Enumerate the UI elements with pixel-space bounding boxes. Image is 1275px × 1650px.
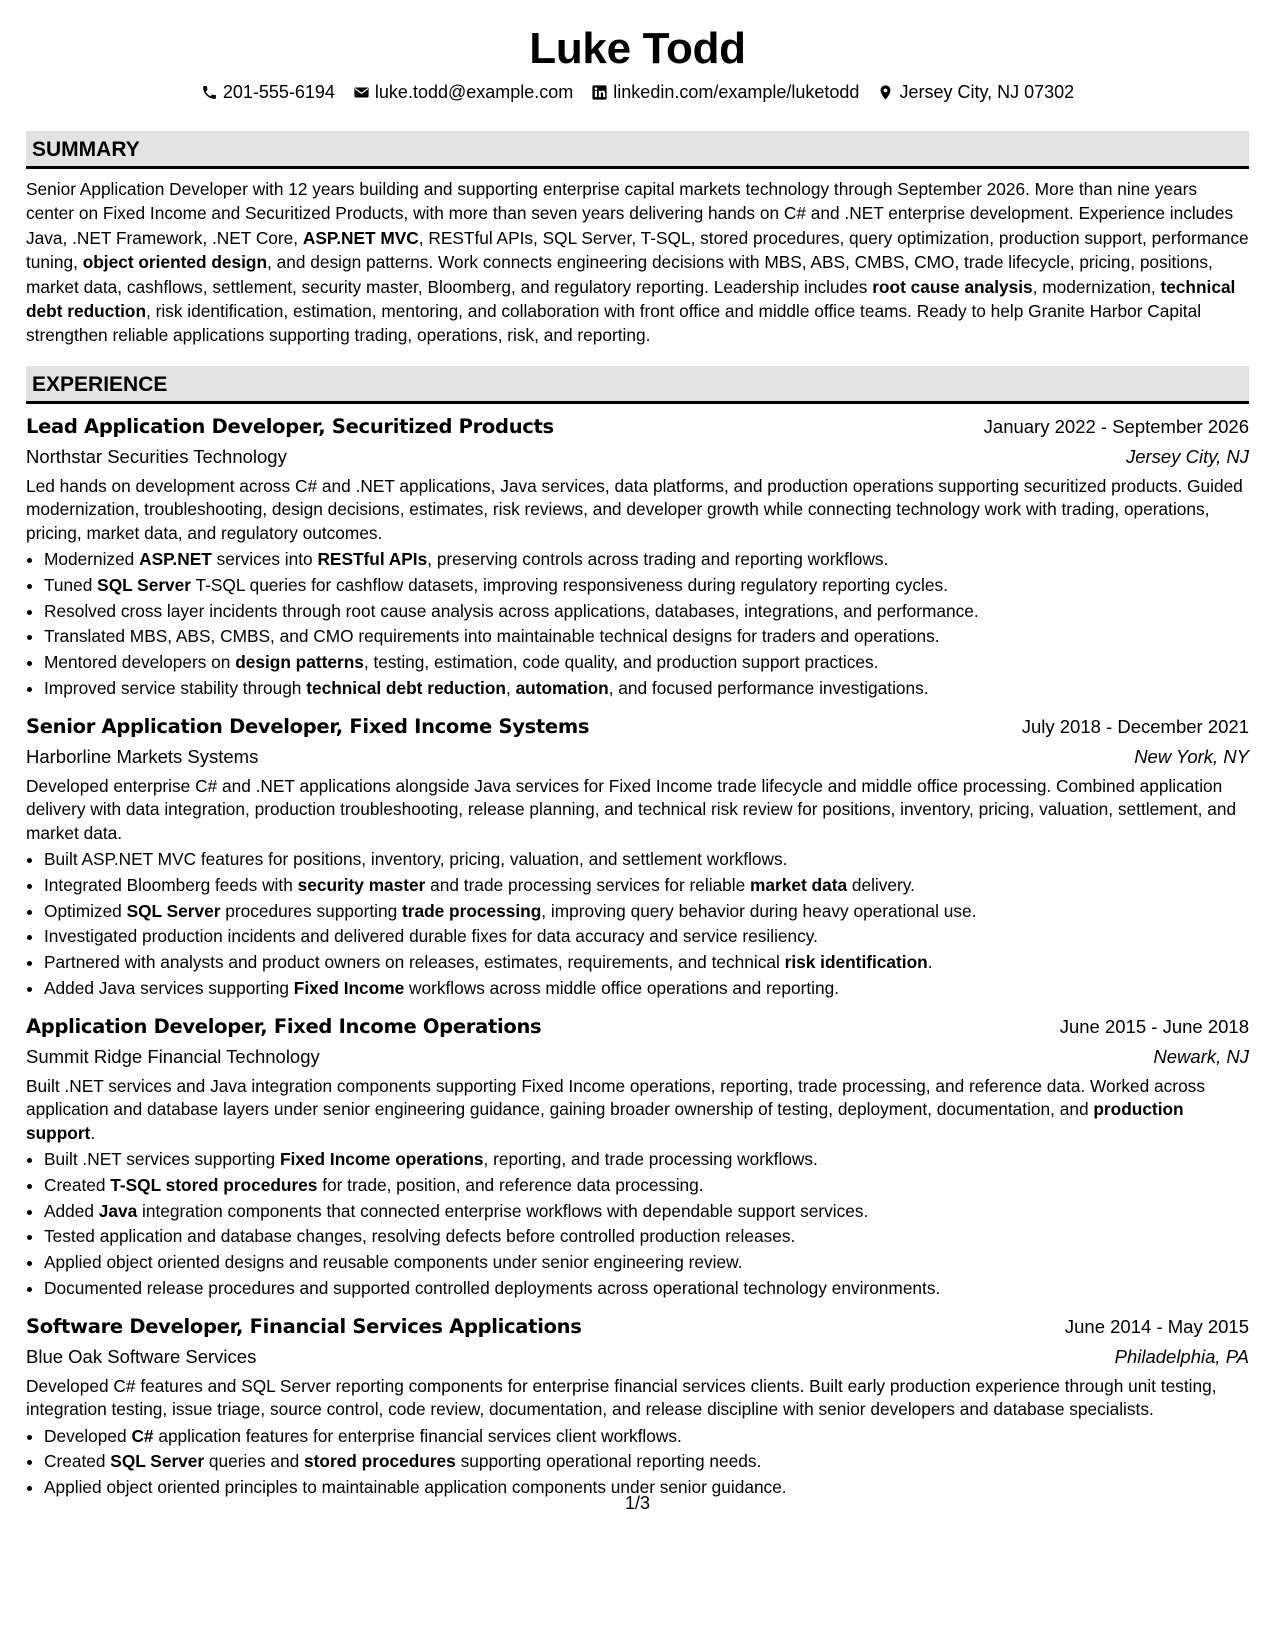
phone-text: 201-555-6194 xyxy=(222,82,335,102)
bullet-item xyxy=(44,573,1249,599)
text-run: services into xyxy=(211,549,318,570)
text-run: Senior Application Developer with 12 years building and supporting enterprise capital markets technology through September 2026. More than nine years center on Fixed Income and Securitized Products, with more than seven years delivering hands on C# and .NET enterprise development. Experience includes Java, .NET Framework, .NET Core, xyxy=(26,179,1234,248)
bullet-item xyxy=(44,1250,1249,1276)
bullet-item xyxy=(44,1276,1249,1302)
bold-text: SQL Server xyxy=(126,900,221,921)
bullet-item xyxy=(44,847,1249,873)
bold-text: root cause analysis xyxy=(872,276,1033,297)
bold-text: design patterns xyxy=(235,652,364,673)
job-company: Harborline Markets Systems xyxy=(26,745,259,767)
text-run: Modernized xyxy=(44,549,140,570)
job-title: Lead Application Developer, Securitized Products xyxy=(26,414,554,438)
job-entry xyxy=(26,412,1249,702)
job-location: New York, NY xyxy=(1134,745,1249,767)
job-location: Jersey City, NJ xyxy=(1125,445,1249,467)
text-run: Optimized xyxy=(44,900,127,921)
experience-list xyxy=(26,412,1249,1501)
text-run: Investigated production incidents and delivered durable fixes for data accuracy and service resiliency. xyxy=(44,926,818,947)
text-run: Integrated Bloomberg feeds with xyxy=(44,874,298,895)
text-run: T-SQL queries for cashflow datasets, improving responsiveness during regulatory reporting cycles. xyxy=(191,574,948,595)
job-company-row xyxy=(26,742,1249,772)
bold-text: object oriented design xyxy=(82,252,268,273)
job-company: Summit Ridge Financial Technology xyxy=(26,1045,320,1067)
bullet-item xyxy=(44,873,1249,899)
job-title-row xyxy=(26,1312,1249,1342)
job-company: Northstar Securities Technology xyxy=(26,445,287,467)
bold-text: production support xyxy=(26,1099,1184,1143)
job-description xyxy=(26,475,1249,545)
bold-text: automation xyxy=(515,678,609,699)
experience-heading: EXPERIENCE xyxy=(26,366,1249,404)
job-title-row xyxy=(26,412,1249,442)
bullet-item xyxy=(44,1224,1249,1250)
bullet-item xyxy=(44,976,1249,1002)
contact-linkedin[interactable] xyxy=(591,81,859,103)
bold-text: T-SQL stored procedures xyxy=(110,1174,318,1195)
text-run: Added xyxy=(44,1200,99,1221)
job-company: Blue Oak Software Services xyxy=(26,1345,257,1367)
job-bullets xyxy=(26,1147,1249,1302)
bold-text: SQL Server xyxy=(97,574,191,595)
job-bullets xyxy=(26,547,1249,702)
bullet-item xyxy=(44,899,1249,925)
text-run: , modernization, xyxy=(1032,276,1161,297)
text-run: Built ASP.NET MVC features for positions, inventory, pricing, valuation, and settlement workflows. xyxy=(44,849,788,870)
text-run: , risk identification, estimation, mentoring, and collaboration with front office and middle office teams. Ready to help Granite Harbor Capital strengthen reliable applications supporting trading, operations, risk, and reporting. xyxy=(26,301,1202,346)
text-run: Documented release procedures and supported controlled deployments across operational technology environments. xyxy=(44,1278,941,1299)
text-run: delivery. xyxy=(847,874,915,895)
bullet-item xyxy=(44,1449,1249,1475)
bullet-item xyxy=(44,1173,1249,1199)
text-run: Developed C# features and SQL Server reporting components for enterprise financial services clients. Built early production experience through unit testing, integration testing, issue triage, source control, code review, documentation, and release discipline with senior developers and database specialists. xyxy=(26,1375,1217,1420)
text-run: supporting operational reporting needs. xyxy=(455,1451,762,1472)
bold-text: technical debt reduction xyxy=(306,678,506,699)
bullet-item xyxy=(44,624,1249,650)
text-run: Created xyxy=(44,1174,111,1195)
text-run: Translated MBS, ABS, CMBS, and CMO requirements into maintainable technical designs for traders and operations. xyxy=(44,626,940,647)
text-run: , RESTful APIs, SQL Server, T-SQL, stored procedures, query optimization, production support, performance tuning, xyxy=(26,227,1249,273)
text-run: Built .NET services supporting xyxy=(44,1149,280,1170)
bullet-item xyxy=(44,650,1249,676)
text-run: Tuned xyxy=(44,574,98,595)
bold-text: RESTful APIs xyxy=(317,549,428,570)
job-entry xyxy=(26,1012,1249,1302)
location-text: Jersey City, NJ 07302 xyxy=(899,82,1075,102)
bold-text: C# xyxy=(131,1425,154,1446)
bullet-item xyxy=(44,676,1249,702)
bold-text: technical debt reduction xyxy=(26,276,1236,322)
text-run: Mentored developers on xyxy=(44,652,236,673)
text-run: integration components that connected enterprise workflows with dependable support services. xyxy=(137,1200,869,1221)
job-bullets xyxy=(26,847,1249,1002)
text-run: , and design patterns. Work connects engineering decisions with MBS, ABS, CMBS, CMO, trade lifecycle, pricing, positions, market data, cashflows, settlement, security master, Bloomberg, and regulatory reporting. Leadership includes xyxy=(26,252,1213,297)
bold-text: ASP.NET MVC xyxy=(302,227,419,248)
job-company-row xyxy=(26,1042,1249,1072)
text-run: Partnered with analysts and product owners on releases, estimates, requirements, and technical xyxy=(44,952,785,973)
text-run: , reporting, and trade processing workflows. xyxy=(483,1149,818,1170)
text-run: , improving query behavior during heavy operational use. xyxy=(541,900,977,921)
job-description xyxy=(26,775,1249,845)
text-run: Developed enterprise C# and .NET applications alongside Java services for Fixed Income trade lifecycle and middle office processing. Combined application delivery with data integration, production troubleshooting, release planning, and technical risk review for positions, inventory, pricing, valuation, settlement, and market data. xyxy=(26,775,1237,843)
bold-text: risk identification xyxy=(784,952,928,973)
text-run: , xyxy=(505,678,516,699)
summary-text xyxy=(26,177,1249,348)
job-title-row xyxy=(26,1012,1249,1042)
bold-text: security master xyxy=(297,874,426,895)
job-title: Senior Application Developer, Fixed Income Systems xyxy=(26,714,590,738)
bullet-item xyxy=(44,547,1249,573)
text-run: Applied object oriented principles to maintainable application components under senior guidance. xyxy=(44,1477,787,1498)
bold-text: Java xyxy=(98,1200,138,1221)
bold-text: ASP.NET xyxy=(139,549,212,570)
text-run: , and focused performance investigations. xyxy=(608,678,929,699)
text-run: . xyxy=(90,1122,96,1143)
job-entry xyxy=(26,712,1249,1002)
job-location: Philadelphia, PA xyxy=(1114,1345,1249,1367)
text-run: Tested application and database changes, resolving defects before controlled production releases. xyxy=(44,1226,796,1247)
candidate-name: Luke Todd xyxy=(529,24,746,73)
text-run: Improved service stability through xyxy=(44,678,307,699)
job-dates: July 2018 - December 2021 xyxy=(1021,715,1249,737)
text-run: , testing, estimation, code quality, and production support practices. xyxy=(363,652,879,673)
bold-text: SQL Server xyxy=(110,1451,205,1472)
text-run: Applied object oriented designs and reusable components under senior engineering review. xyxy=(44,1252,743,1273)
text-run: workflows across middle office operations and reporting. xyxy=(404,978,840,999)
map-pin-icon xyxy=(877,84,894,101)
bullet-item xyxy=(44,1199,1249,1225)
contact-bar xyxy=(26,81,1249,103)
text-run: Built .NET services and Java integration components supporting Fixed Income operations, reporting, trade processing, and reference data. Worked across application and database layers under senior engineering guidance, gaining broader ownership of testing, deployment, documentation, and xyxy=(26,1075,1205,1120)
linkedin-text[interactable]: linkedin.com/example/luketodd xyxy=(613,82,860,102)
job-description xyxy=(26,1075,1249,1145)
job-company-row xyxy=(26,442,1249,472)
job-company-row xyxy=(26,1342,1249,1372)
bold-text: Fixed Income operations xyxy=(279,1149,484,1170)
linkedin-icon xyxy=(591,84,608,101)
text-run: . xyxy=(927,952,933,973)
text-run: Developed xyxy=(44,1425,132,1446)
text-run: queries and xyxy=(204,1451,305,1472)
job-dates: June 2015 - June 2018 xyxy=(1059,1015,1249,1037)
job-location: Newark, NJ xyxy=(1153,1045,1249,1067)
summary-heading: SUMMARY xyxy=(26,131,1249,169)
text-run: Resolved cross layer incidents through root cause analysis across applications, databases, integrations, and performance. xyxy=(44,600,979,621)
text-run: procedures supporting xyxy=(220,900,402,921)
contact-email[interactable] xyxy=(353,81,573,103)
bullet-item xyxy=(44,1424,1249,1450)
bold-text: market data xyxy=(750,874,848,895)
bold-text: trade processing xyxy=(402,900,542,921)
job-bullets xyxy=(26,1424,1249,1501)
job-dates: June 2014 - May 2015 xyxy=(1064,1315,1249,1337)
job-description xyxy=(26,1375,1249,1422)
job-entry xyxy=(26,1312,1249,1501)
page-number: 1/3 xyxy=(624,1493,651,1513)
text-run: for trade, position, and reference data processing. xyxy=(317,1174,704,1195)
job-title-row xyxy=(26,712,1249,742)
bullet-item xyxy=(44,950,1249,976)
phone-icon xyxy=(201,84,218,101)
job-title: Application Developer, Fixed Income Operations xyxy=(26,1014,542,1038)
job-dates: January 2022 - September 2026 xyxy=(983,415,1249,437)
bullet-item xyxy=(44,1147,1249,1173)
text-run: , preserving controls across trading and reporting workflows. xyxy=(427,549,889,570)
bullet-item xyxy=(44,599,1249,625)
email-text[interactable]: luke.todd@example.com xyxy=(374,82,574,102)
contact-phone xyxy=(201,81,335,103)
bold-text: stored procedures xyxy=(304,1451,456,1472)
envelope-icon xyxy=(353,84,370,101)
text-run: application features for enterprise financial services client workflows. xyxy=(153,1425,682,1446)
contact-location xyxy=(877,81,1074,103)
text-run: Added Java services supporting xyxy=(44,978,294,999)
bold-text: Fixed Income xyxy=(293,978,405,999)
text-run: Led hands on development across C# and .NET applications, Java services, data platforms, and production operations supporting securitized products. Guided modernization, troubleshooting, design decisions, estimates, risk reviews, and developer growth while connecting technology work with trading, operations, pricing, market data, and regulatory outcomes. xyxy=(26,475,1243,543)
bullet-item xyxy=(44,924,1249,950)
text-run: and trade processing services for reliable xyxy=(425,874,751,895)
resume-page xyxy=(26,0,1249,1650)
text-run: Created xyxy=(44,1451,111,1472)
job-title: Software Developer, Financial Services Applications xyxy=(26,1314,582,1338)
